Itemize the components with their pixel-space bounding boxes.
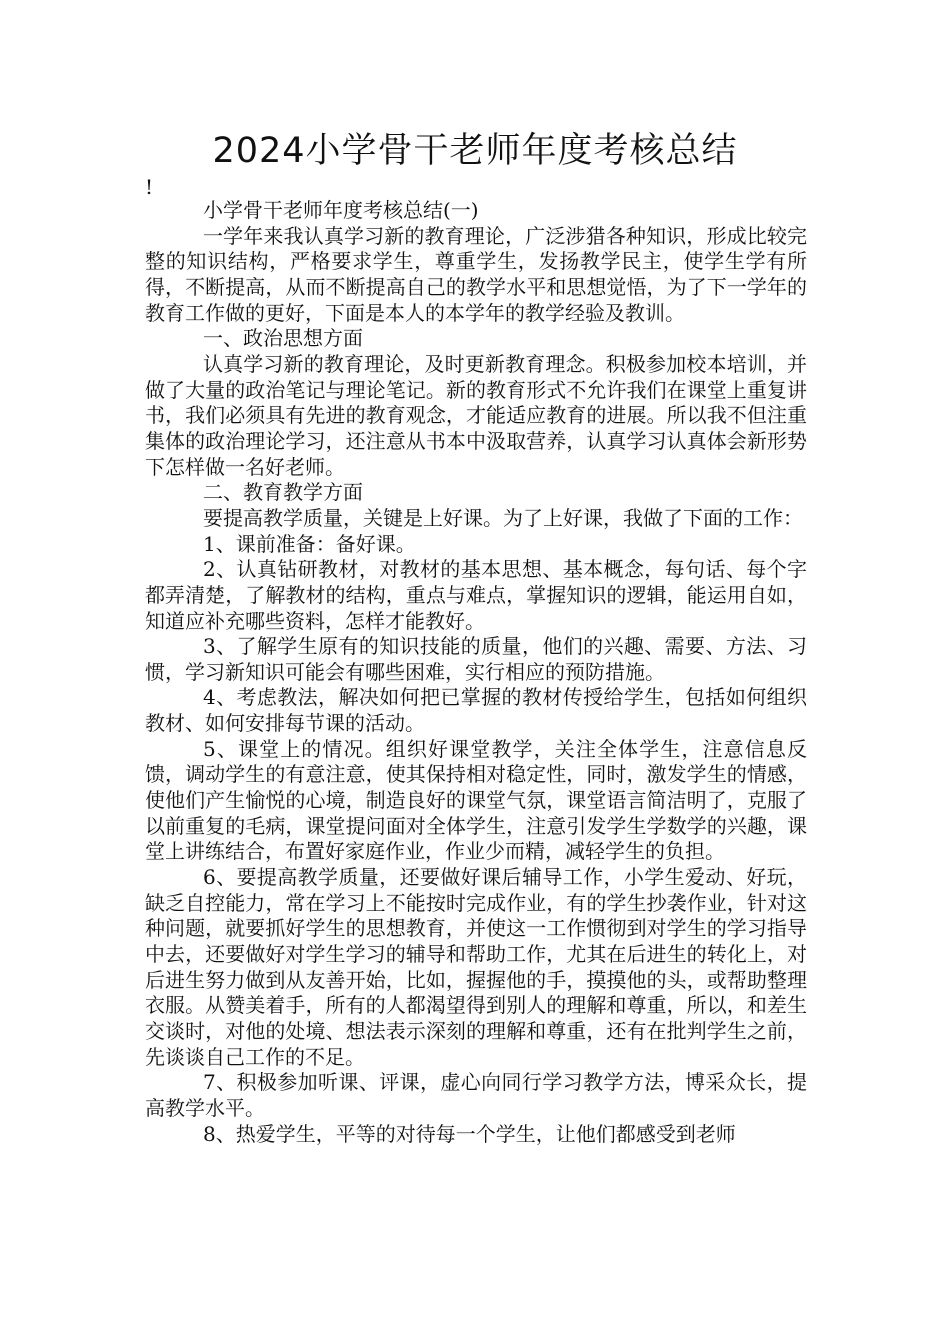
subheading-teaching: 二、教育教学方面 <box>203 480 363 505</box>
stray-mark: ! <box>145 175 154 199</box>
intro-paragraph: 一学年来我认真学习新的教育理论，广泛涉猎各种知识，形成比较完整的知识结构，严格要求学生，尊重学生，发扬教学民主，使学生学有所得，不断提高，从而不断提高自己的教学水平和思想觉悟，为了下一学年的教育工作做的更好，下面是本人的本学年的教学经验及教训。 <box>145 223 807 325</box>
section-heading: 小学骨干老师年度考核总结(一) <box>203 198 479 222</box>
document-title: 2024小学骨干老师年度考核总结 <box>212 131 738 171</box>
list-item-4: 4、考虑教法，解决如何把已掌握的教材传授给学生，包括如何组织教材、如何安排每节课的活动。 <box>145 685 807 736</box>
list-item-2: 2、认真钻研教材，对教材的基本思想、基本概念，每句话、每个字都弄清楚，了解教材的结构，重点与难点，掌握知识的逻辑，能运用自如，知道应补充哪些资料，怎样才能教好。 <box>145 557 807 633</box>
list-item-1: 1、课前准备：备好课。 <box>203 531 416 556</box>
politics-paragraph: 认真学习新的教育理论，及时更新教育理念。积极参加校本培训，并做了大量的政治笔记与理论笔记。新的教育形式不允许我们在课堂上重复讲书，我们必须具有先进的教育观念，才能适应教育的进展。所以我不但注重集体的政治理论学习，还注意从书本中汲取营养，认真学习认真体会新形势下怎样做一名好老师。 <box>145 351 807 479</box>
list-item-8: 8、热爱学生，平等的对待每一个学生，让他们都感受到老师 <box>203 1121 736 1146</box>
list-item-6: 6、要提高教学质量，还要做好课后辅导工作，小学生爱动、好玩，缺乏自控能力，常在学习上不能按时完成作业，有的学生抄袭作业，针对这种问题，就要抓好学生的思想教育，并使这一工作惯彻到对学生的学习指导中去，还要做好对学生学习的辅导和帮助工作，尤其在后进生的转化上，对后进生努力做到从友善开始，比如，握握他的手，摸摸他的头，或帮助整理衣服。从赞美着手，所有的人都渴望得到别人的理解和尊重，所以，和差生交谈时，对他的处境、想法表示深刻的理解和尊重，还有在批判学生之前，先谈谈自己工作的不足。 <box>145 865 807 1069</box>
subheading-politics: 一、政治思想方面 <box>203 326 363 351</box>
list-item-5: 5、课堂上的情况。组织好课堂教学，关注全体学生，注意信息反馈，调动学生的有意注意，使其保持相对稳定性，同时，激发学生的情感，使他们产生愉悦的心境，制造良好的课堂气氛，课堂语言简洁明了，克服了以前重复的毛病，课堂提问面对全体学生，注意引发学生学数学的兴趣，课堂上讲练结合，布置好家庭作业，作业少而精，减轻学生的负担。 <box>145 736 807 864</box>
document-body <box>145 198 807 1147</box>
teaching-intro-paragraph: 要提高教学质量，关键是上好课。为了上好课，我做了下面的工作： <box>203 505 803 530</box>
list-item-3: 3、了解学生原有的知识技能的质量，他们的兴趣、需要、方法、习惯，学习新知识可能会有哪些困难，实行相应的预防措施。 <box>145 634 807 684</box>
list-item-7: 7、积极参加听课、评课，虚心向同行学习教学方法，博采众长，提高教学水平。 <box>145 1070 807 1120</box>
